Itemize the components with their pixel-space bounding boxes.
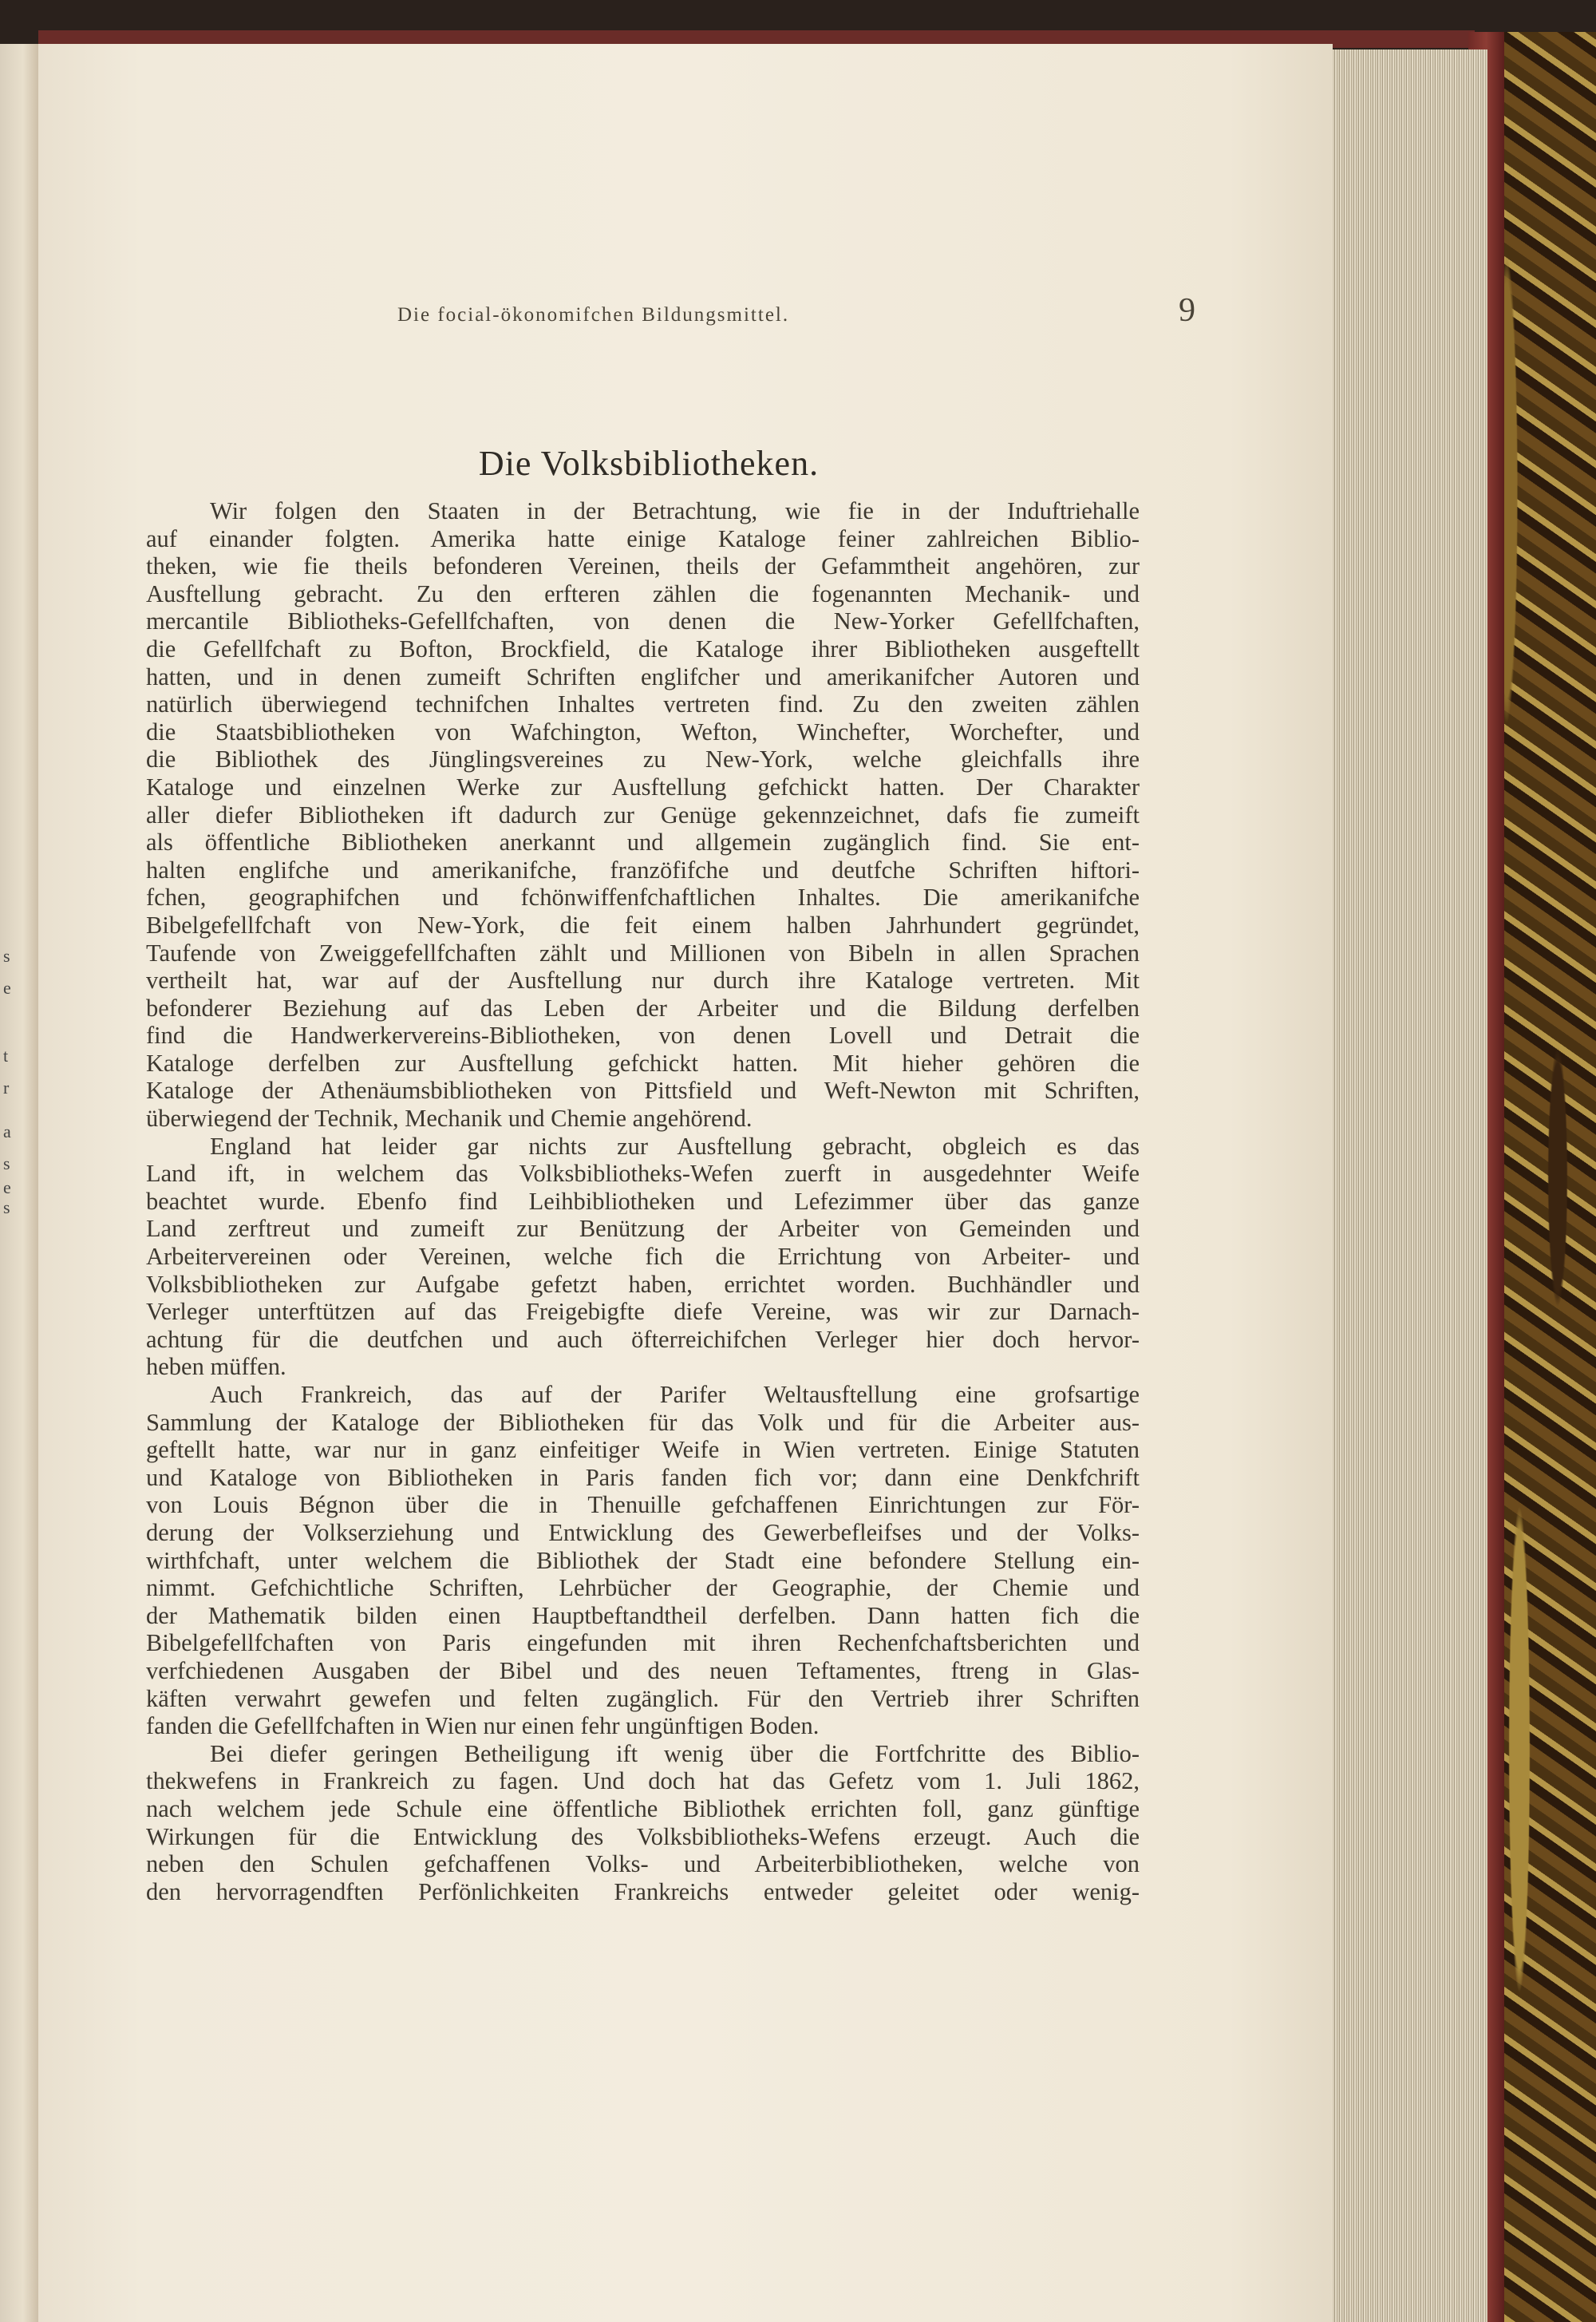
margin-mark: s xyxy=(3,946,10,966)
text-line: neben den Schulen gefchaffenen Volks- und Arbeiterbibliotheken, welche von xyxy=(146,1850,1140,1878)
text-line: derung der Volkserziehung und Entwicklung des Gewerbefleifses und der Volks- xyxy=(146,1518,1140,1546)
text-line: Wirkungen für die Entwicklung des Volksbibliotheks-Wefens erzeugt. Auch die xyxy=(146,1822,1140,1850)
book-page xyxy=(38,44,1333,2322)
text-line: verfchiedenen Ausgaben der Bibel und des neuen Teftamentes, ftreng in Glas- xyxy=(146,1656,1140,1684)
text-line: Ausftellung gebracht. Zu den erfteren zählen die fogenannten Mechanik- und xyxy=(146,580,1140,607)
text-line: Wir folgen den Staaten in der Betrachtung, wie fie in der Induftriehalle xyxy=(210,497,1140,524)
text-line: den hervorragendften Perfönlichkeiten Frankreichs entweder geleitet oder wenig- xyxy=(146,1877,1140,1905)
margin-mark: s xyxy=(3,1197,10,1217)
text-line: thekwefens in Frankreich zu fagen. Und doch hat das Gefetz vom 1. Juli 1862, xyxy=(146,1767,1140,1795)
text-line: fchen, geographifchen und fchönwiffenfchaftlichen Inhaltes. Die amerikanifche xyxy=(146,884,1140,912)
running-head xyxy=(397,291,1195,339)
margin-mark: t xyxy=(3,1046,9,1066)
text-line: und Kataloge von Bibliotheken in Paris fanden fich vor; dann eine Denkfchrift xyxy=(146,1463,1140,1491)
text-line: geftellt hatte, war nur in ganz einfeitiger Weife in Wien vertreten. Einige Statuten xyxy=(146,1436,1140,1464)
text-line: beachtet wurde. Ebenfo find Leihbibliotheken und Lefezimmer über das ganze xyxy=(146,1187,1140,1215)
text-line: theken, wie fie theils befonderen Vereinen, theils der Gefammtheit angehören, zur xyxy=(146,552,1140,580)
margin-mark: a xyxy=(3,1121,11,1141)
text-line: Land zerftreut und zumeift zur Benützung der Arbeiter von Gemeinden und xyxy=(146,1215,1140,1243)
margin-mark: s xyxy=(3,1153,10,1173)
text-line: fanden die Gefellfchaften in Wien nur einen fehr ungünftigen Boden. xyxy=(146,1712,820,1740)
text-line: käften verwahrt gewefen und felten zugänglich. Für den Vertrieb ihrer Schriften xyxy=(146,1684,1140,1712)
text-line: Sammlung der Kataloge der Bibliotheken für das Volk und für die Arbeiter aus- xyxy=(146,1408,1140,1436)
text-line: Bibelgefellfchaft von New-York, die feit einem halben Jahrhundert gegründet, xyxy=(146,911,1140,939)
text-line: die Bibliothek des Jünglingsvereines zu New-York, welche gleichfalls ihre xyxy=(146,746,1140,773)
text-line: halten englifche und amerikanifche, franzöfifche und deutfche Schriften hiftori- xyxy=(146,856,1140,884)
section-heading: Die Volksbibliotheken. xyxy=(478,444,820,483)
text-line: von Louis Bégnon über die in Thenuille gefchaffenen Einrichtungen zur För- xyxy=(146,1491,1140,1519)
margin-mark: r xyxy=(3,1078,10,1098)
text-line: mercantile Bibliotheks-Gefellfchaften, von denen die New-Yorker Gefellfchaften, xyxy=(146,607,1140,635)
text-line: auf einander folgten. Amerika hatte einige Kataloge feiner zahlreichen Biblio- xyxy=(146,524,1140,552)
text-line: Volksbibliotheken zur Aufgabe gefetzt haben, errichtet worden. Buchhändler und xyxy=(146,1270,1140,1298)
text-line: als öffentliche Bibliotheken anerkannt und allgemein zugänglich find. Sie ent- xyxy=(146,829,1140,856)
book-page-edges xyxy=(1328,49,1487,2322)
text-line: hatten, und in denen zumeift Schriften englifcher und amerikanifcher Autoren und xyxy=(146,663,1140,690)
text-line: Auch Frankreich, das auf der Parifer Weltausftellung eine grofsartige xyxy=(210,1381,1140,1408)
text-line: find die Handwerkervereins-Bibliotheken, von denen Lovell und Detrait die xyxy=(146,1022,1140,1050)
text-line: England hat leider gar nichts zur Ausftellung gebracht, obgleich es das xyxy=(210,1132,1140,1160)
text-line: wirthfchaft, unter welchem die Bibliothek der Stadt eine befondere Stellung ein- xyxy=(146,1546,1140,1574)
text-line: befonderer Beziehung auf das Leben der Arbeiter und die Bildung derfelben xyxy=(146,994,1140,1022)
text-line: Kataloge und einzelnen Werke zur Ausftellung gefchickt hatten. Der Charakter xyxy=(146,773,1140,801)
text-line: vertheilt hat, war auf der Ausftellung nur durch ihre Kataloge vertreten. Mit xyxy=(146,967,1140,995)
text-line: nimmt. Gefchichtliche Schriften, Lehrbücher der Geographie, der Chemie und xyxy=(146,1574,1140,1602)
text-line: nach welchem jede Schule eine öffentliche Bibliothek errichten foll, ganz günftige xyxy=(146,1794,1140,1822)
margin-mark: e xyxy=(3,1177,11,1197)
text-line: Kataloge der Athenäumsbibliotheken von Pittsfield und Weft-Newton mit Schriften, xyxy=(146,1077,1140,1105)
text-line: Taufende von Zweiggefellfchaften zählt und Millionen von Bibeln in allen Sprachen xyxy=(146,939,1140,967)
text-line: Land ift, in welchem das Volksbibliotheks-Wefen zuerft in ausgedehnter Weife xyxy=(146,1160,1140,1188)
text-line: Bei diefer geringen Betheiligung ift wenig über die Fortfchritte des Biblio- xyxy=(210,1739,1140,1767)
text-line: überwiegend der Technik, Mechanik und Chemie angehörend. xyxy=(146,1105,753,1133)
text-line: natürlich überwiegend technifchen Inhaltes vertreten find. Zu den zweiten zählen xyxy=(146,690,1140,718)
running-head-title: Die focial-ökonomifchen Bildungsmittel. xyxy=(397,304,790,326)
text-line: Bibelgefellfchaften von Paris eingefunden mit ihren Rechenfchaftsberichten und xyxy=(146,1629,1140,1657)
margin-mark: e xyxy=(3,978,11,998)
text-line: Arbeitervereinen oder Vereinen, welche fich die Errichtung von Arbeiter- und xyxy=(146,1243,1140,1271)
text-line: die Staatsbibliotheken von Wafchington, Wefton, Winchefter, Worchefter, und xyxy=(146,718,1140,746)
body-text xyxy=(146,497,1140,1905)
text-line: achtung für die deutfchen und auch öfterreichifchen Verleger hier doch hervor- xyxy=(146,1325,1140,1353)
text-line: der Mathematik bilden einen Hauptbeftandtheil derfelben. Dann hatten fich die xyxy=(146,1601,1140,1629)
text-line: die Gefellfchaft zu Bofton, Brockfield, die Kataloge ihrer Bibliotheken ausgeftellt xyxy=(146,635,1140,663)
text-line: Verleger unterftützen auf das Freigebigfte diefe Vereine, was wir zur Darnach- xyxy=(146,1298,1140,1326)
text-line: Kataloge derfelben zur Ausftellung gefchickt hatten. Mit hieher gehören die xyxy=(146,1049,1140,1077)
page-number: 9 xyxy=(1179,292,1195,329)
text-line: heben müffen. xyxy=(146,1353,286,1381)
text-line: aller diefer Bibliotheken ift dadurch zur Genüge gekennzeichnet, dafs fie zumeift xyxy=(146,801,1140,829)
